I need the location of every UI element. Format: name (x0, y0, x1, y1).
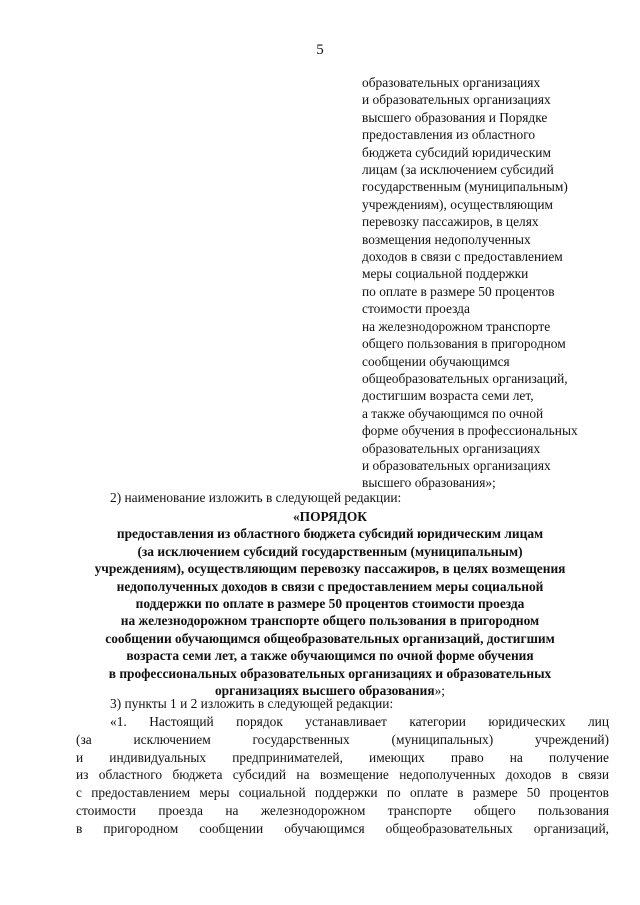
amended-title-line: общего пользования в пригородном (362, 336, 566, 352)
amended-title-line: высшего образования»; (362, 475, 496, 491)
paragraph-1 (76, 713, 609, 838)
amended-title-line: образовательных организациях (362, 440, 541, 456)
amended-title-line: общеобразовательных организаций, (362, 370, 568, 386)
order-title-closer: »; (434, 683, 446, 699)
order-title-line: предоставления из областного бюджета субсидий юридическим лицам (116, 526, 544, 542)
amended-title-line: государственным (муниципальным) (362, 179, 568, 195)
amended-title-line: и образовательных организациях (362, 457, 551, 473)
amended-title-line: образовательных организациях (362, 75, 541, 90)
amended-title-line: стоимости проезда (362, 301, 470, 317)
amended-title-block (362, 74, 622, 492)
amended-title-line: и образовательных организациях (362, 92, 551, 108)
amended-title-line: предоставления из областного (362, 127, 536, 143)
amended-title-line: а также обучающимся по очной (362, 405, 544, 421)
order-title-line: «ПОРЯДОК (292, 509, 368, 524)
amended-title-line: высшего образования и Порядке (362, 109, 548, 125)
order-title-line: сообщении обучающимся общеобразовательных организаций, достигшим (105, 630, 555, 646)
amended-title-line: бюджета субсидий юридическим (362, 144, 551, 160)
order-title-line: учреждениям), осуществляющим перевозку пассажиров, в целях возмещения (94, 561, 566, 577)
amended-title-line: лицам (за исключением субсидий (362, 162, 554, 178)
paragraph-line: «1. Настоящий порядок устанавливает категории юридических лиц (110, 714, 609, 729)
item-2-heading: 2) наименование изложить в следующей редакции: (110, 490, 402, 505)
paragraph-line: из областного бюджета субсидий на возмещение недополученных доходов в связи (76, 767, 609, 783)
amended-title-line: по оплате в размере 50 процентов (362, 283, 555, 299)
paragraph-line: с предоставлением меры социальной поддержки по оплате в размере 50 процентов (76, 785, 609, 801)
amended-title-line: меры социальной поддержки (362, 266, 529, 282)
paragraph-line: и индивидуальных предпринимателей, имеющих право на получение (76, 749, 609, 765)
amended-title-line: форме обучения в профессиональных (362, 423, 578, 439)
amended-title-line: возмещения недополученных (362, 231, 531, 247)
amended-title-line: учреждениям), осуществляющим (362, 196, 554, 212)
order-title-line: организациях высшего образования (214, 683, 435, 699)
order-title-line: недополученных доходов в связи с предоставлением меры социальной (116, 578, 544, 594)
order-title-line: возраста семи лет, а также обучающимся по очной форме обучения (126, 648, 534, 664)
paragraph-line: (за исключением государственных (муниципальных) учреждений) (76, 731, 609, 747)
order-title-line: на железнодорожном транспорте общего пользования в пригородном (120, 613, 540, 629)
item-3-heading: 3) пункты 1 и 2 изложить в следующей редакции: (110, 696, 394, 711)
amended-title-line: перевозку пассажиров, в целях (362, 214, 539, 230)
order-title-line: (за исключением субсидий государственным (муниципальным) (137, 543, 523, 559)
amended-title-line: достигшим возраста семи лет, (362, 388, 534, 404)
amended-title-line: доходов в связи с предоставлением (362, 249, 563, 265)
amended-title-line: на железнодорожном транспорте (362, 318, 551, 334)
order-title-line: в профессиональных образовательных организациях и образовательных (108, 665, 552, 681)
order-title-block (60, 508, 600, 699)
page-number: 5 (316, 42, 324, 58)
paragraph-line: стоимости проезда на железнодорожном транспорте общего пользования (76, 802, 609, 818)
paragraph-line: в пригородном сообщении обучающимся общеобразовательных организаций, (76, 820, 609, 836)
order-title-line: поддержки по оплате в размере 50 процентов стоимости проезда (135, 596, 525, 612)
amended-title-line: сообщении обучающимся (362, 353, 510, 369)
